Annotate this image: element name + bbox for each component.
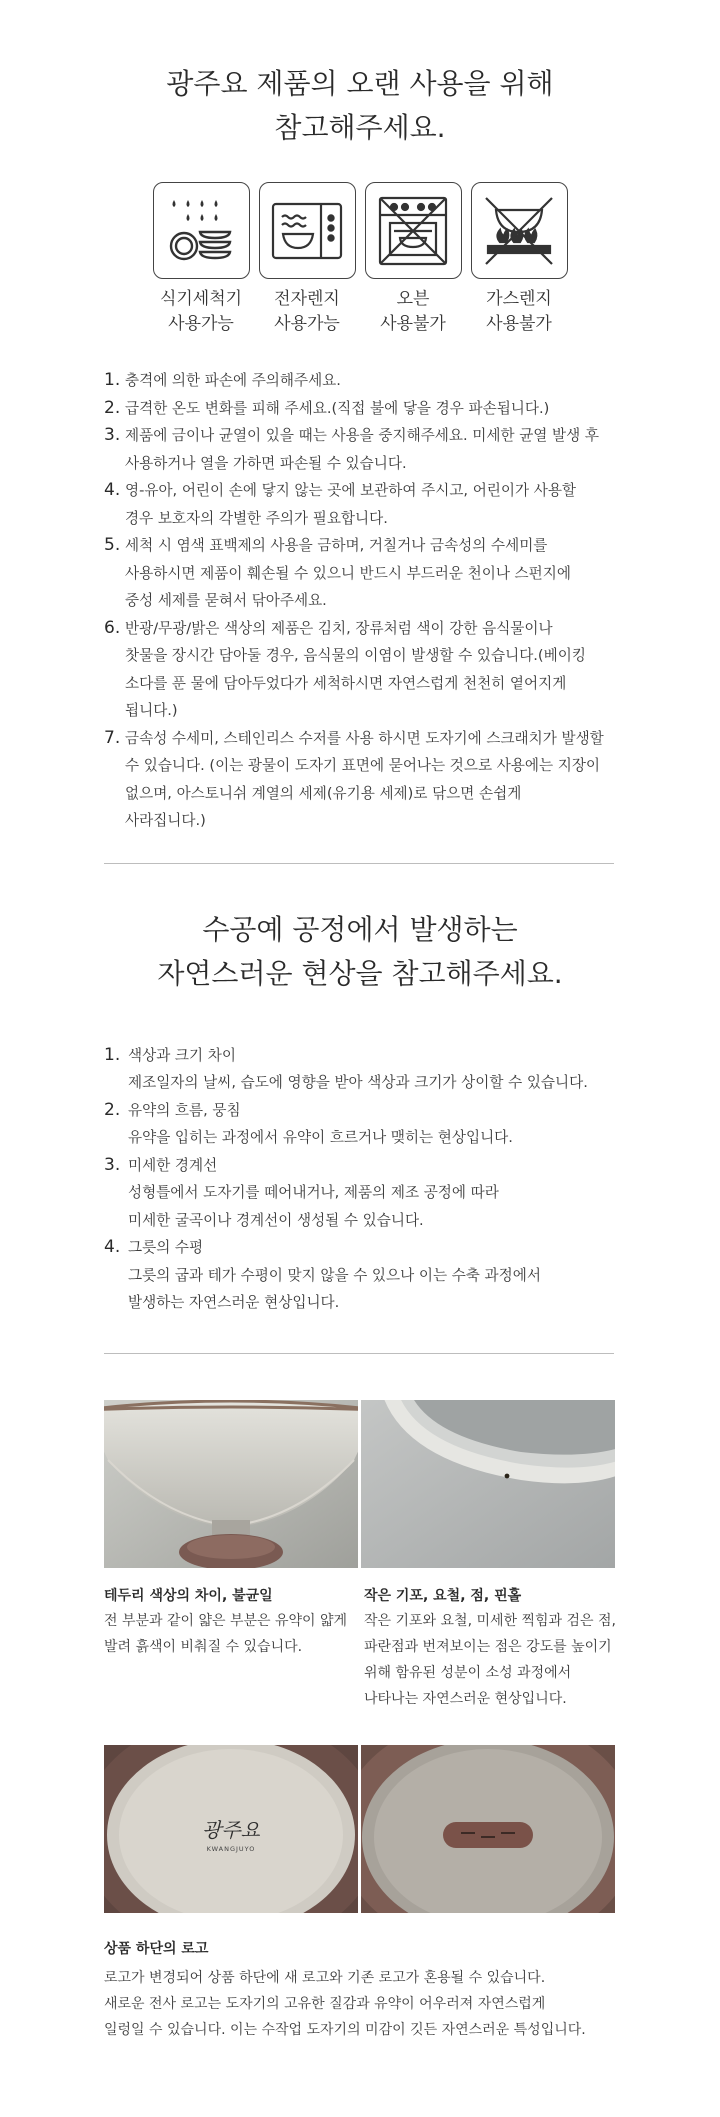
phenomenon-text: 제조일자의 날씨, 습도에 영향을 받아 색상과 크기가 상이할 수 있습니다.: [128, 1074, 588, 1091]
note-text: 세척 시 염색 표백제의 사용을 금하며, 거칠거나 금속성의 수세미를: [125, 537, 548, 554]
logo-wordmark-text: KWANGJUYO: [206, 1844, 256, 1853]
dishwasher-icon: [153, 182, 250, 279]
caption-line: 작은 기포와 요철, 미세한 찍힘과 검은 점,: [364, 1612, 616, 1629]
usage-label-gas-stove: [471, 287, 568, 337]
phenomenon-title: 색상과 크기 차이: [128, 1046, 236, 1064]
usage-label-line1: 식기세척기: [159, 289, 243, 309]
usage-label-line2: 사용불가: [380, 314, 446, 334]
care-notes-list: [104, 367, 624, 835]
logo-note-text: [104, 1965, 624, 2043]
note-text: 충격에 의한 파손에 주의해주세요.: [125, 372, 341, 389]
usage-label-line1: 전자렌지: [274, 289, 340, 309]
phenomenon-title: 그릇의 수평: [128, 1239, 204, 1256]
phenomenon-text: 그릇의 굽과 테가 수평이 맞지 않을 수 있으나 이는 수축 과정에서: [128, 1266, 541, 1284]
note-text: 찻물을 장시간 담아둘 경우, 음식물의 이염이 발생할 수 있습니다.(베이킹: [125, 647, 586, 664]
note-text: 반광/무광/밝은 색상의 제품은 김치, 장류처럼 색이 강한 음식물이나: [125, 619, 553, 637]
usage-label-line1: 가스렌지: [486, 289, 552, 309]
logo-note-line: 일렁일 수 있습니다. 이는 수작업 도자기의 미감이 깃든 자연스러운 특성입니다.: [104, 2021, 586, 2038]
pinhole-photo: [361, 1400, 615, 1568]
logo-note-line: 새로운 전사 로고는 도자기의 고유한 질감과 유약이 어우러져 자연스럽게: [104, 1995, 546, 2012]
note-text: 됩니다.): [125, 702, 178, 719]
caption-line: 나타나는 자연스러운 현상입니다.: [364, 1690, 567, 1707]
care-note-item: [104, 532, 624, 615]
phenomenon-text: 발생하는 자연스러운 현상입니다.: [128, 1294, 340, 1311]
usage-icons: [0, 182, 720, 337]
section-title-line-2: 자연스러운 현상을 참고해주세요.: [157, 956, 563, 990]
list-number: 3.: [104, 1154, 121, 1175]
logo-photos-row: [104, 1745, 615, 1913]
list-number: 4.: [104, 1237, 121, 1257]
usage-gas-stove: [471, 182, 568, 337]
list-number: 3.: [104, 425, 121, 445]
title-line-2: 참고해주세요.: [274, 111, 446, 144]
usage-oven: [365, 182, 462, 337]
list-number: 2.: [104, 397, 121, 418]
note-text: 수 있습니다. (이는 광물이 도자기 표면에 묻어나는 것으로 사용에는 지장이: [125, 757, 601, 774]
microwave-icon: [259, 182, 356, 279]
caption-text: [104, 1608, 364, 1660]
note-text: 영-유아, 어린이 손에 닿지 않는 곳에 보관하여 주시고, 어린이가 사용할: [125, 482, 577, 499]
list-number: 4.: [104, 480, 121, 500]
new-logo-photo: [104, 1745, 358, 1913]
section-title: [0, 908, 720, 996]
note-text: 제품에 금이나 균열이 있을 때는 사용을 중지해주세요. 미세한 균열 발생 후: [125, 427, 599, 444]
note-text: 사용하시면 제품이 훼손될 수 있으니 반드시 부드러운 천이나 스펀지에: [125, 564, 571, 582]
note-text: 금속성 수세미, 스테인리스 수저를 사용 하시면 도자기에 스크래치가 발생할: [125, 729, 604, 747]
phenomenon-item: [104, 1234, 634, 1317]
usage-label-line2: 사용불가: [486, 314, 552, 334]
logo-note-title: 상품 하단의 로고: [104, 1940, 209, 1957]
care-note-item: [104, 395, 624, 423]
usage-label-microwave: [259, 287, 356, 337]
phenomenon-text: 미세한 굴곡이나 경계선이 생성될 수 있습니다.: [128, 1211, 424, 1229]
caption-text: [364, 1608, 624, 1712]
phenomenon-text: 유약을 입히는 과정에서 유약이 흐르거나 맺히는 현상입니다.: [128, 1129, 513, 1146]
phenomenon-item: [104, 1152, 634, 1235]
section-divider: [104, 863, 614, 864]
note-text: 소다를 푼 물에 담아두었다가 세척하시면 자연스럽게 천천히 옅어지게: [125, 674, 567, 692]
note-text: 경우 보호자의 각별한 주의가 필요합니다.: [125, 509, 388, 527]
section-divider: [104, 1353, 614, 1354]
logo-script-text: 광주요: [202, 1817, 260, 1842]
list-number: 5.: [104, 535, 121, 555]
note-text: 없으며, 아스토니쉬 계열의 세제(유기용 세제)로 닦으면 손쉽게: [125, 784, 522, 802]
list-number: 6.: [104, 617, 121, 638]
caption-line: 전 부분과 같이 얇은 부분은 유약이 얇게: [104, 1612, 348, 1629]
list-number: 7.: [104, 727, 121, 748]
phenomenon-title: 미세한 경계선: [128, 1156, 218, 1174]
usage-label-line2: 사용가능: [274, 314, 340, 334]
logo-note-line: 로고가 변경되어 상품 하단에 새 로고와 기존 로고가 혼용될 수 있습니다.: [104, 1969, 546, 1986]
list-number: 2.: [104, 1099, 121, 1120]
list-number: 1.: [104, 1044, 121, 1065]
care-note-item: [104, 725, 624, 835]
example-caption: [364, 1584, 624, 1712]
note-text: 급격한 온도 변화를 피해 주세요.(직접 불에 닿을 경우 파손됩니다.): [125, 399, 550, 417]
caption-line: 파란점과 번져보이는 점은 강도를 높이기: [364, 1638, 612, 1655]
cup-rim-photo: [104, 1400, 358, 1568]
caption-line: 발려 흙색이 비춰질 수 있습니다.: [104, 1638, 303, 1655]
logo-note: [104, 1937, 624, 2043]
list-number: 1.: [104, 370, 121, 390]
care-note-item: [104, 422, 624, 477]
example-captions-row: [104, 1584, 624, 1712]
phenomena-list: [104, 1042, 634, 1317]
gas-stove-prohibited-icon: [471, 182, 568, 279]
page-title: [0, 0, 720, 150]
care-note-item: [104, 367, 624, 395]
section-title-line-1: 수공예 공정에서 발생하는: [202, 912, 518, 946]
note-text: 사라집니다.): [125, 812, 206, 829]
note-text: 중성 세제를 묻혀서 닦아주세요.: [125, 592, 327, 609]
usage-label-line2: 사용가능: [168, 314, 234, 334]
phenomenon-text: 성형틀에서 도자기를 떼어내거나, 제품의 제조 공정에 따라: [128, 1184, 499, 1201]
phenomenon-item: [104, 1097, 634, 1152]
example-photos-row: [104, 1400, 615, 1568]
usage-dishwasher: [153, 182, 250, 337]
oven-prohibited-icon: [365, 182, 462, 279]
usage-label-line1: 오븐: [396, 289, 430, 309]
usage-microwave: [259, 182, 356, 337]
title-line-1: 광주요 제품의 오랜 사용을 위해: [166, 67, 554, 100]
caption-title: 테두리 색상의 차이, 불균일: [104, 1587, 273, 1604]
example-caption: [104, 1584, 364, 1712]
phenomenon-item: [104, 1042, 634, 1097]
care-note-item: [104, 615, 624, 725]
usage-label-oven: [365, 287, 462, 337]
old-logo-photo: [361, 1745, 615, 1913]
note-text: 사용하거나 열을 가하면 파손될 수 있습니다.: [125, 454, 407, 472]
usage-label-dishwasher: [153, 287, 250, 337]
phenomenon-title: 유약의 흐름, 뭉침: [128, 1101, 241, 1119]
caption-line: 위해 함유된 성분이 소성 과정에서: [364, 1664, 572, 1681]
caption-title: 작은 기포, 요철, 점, 핀홀: [364, 1587, 522, 1604]
care-note-item: [104, 477, 624, 532]
